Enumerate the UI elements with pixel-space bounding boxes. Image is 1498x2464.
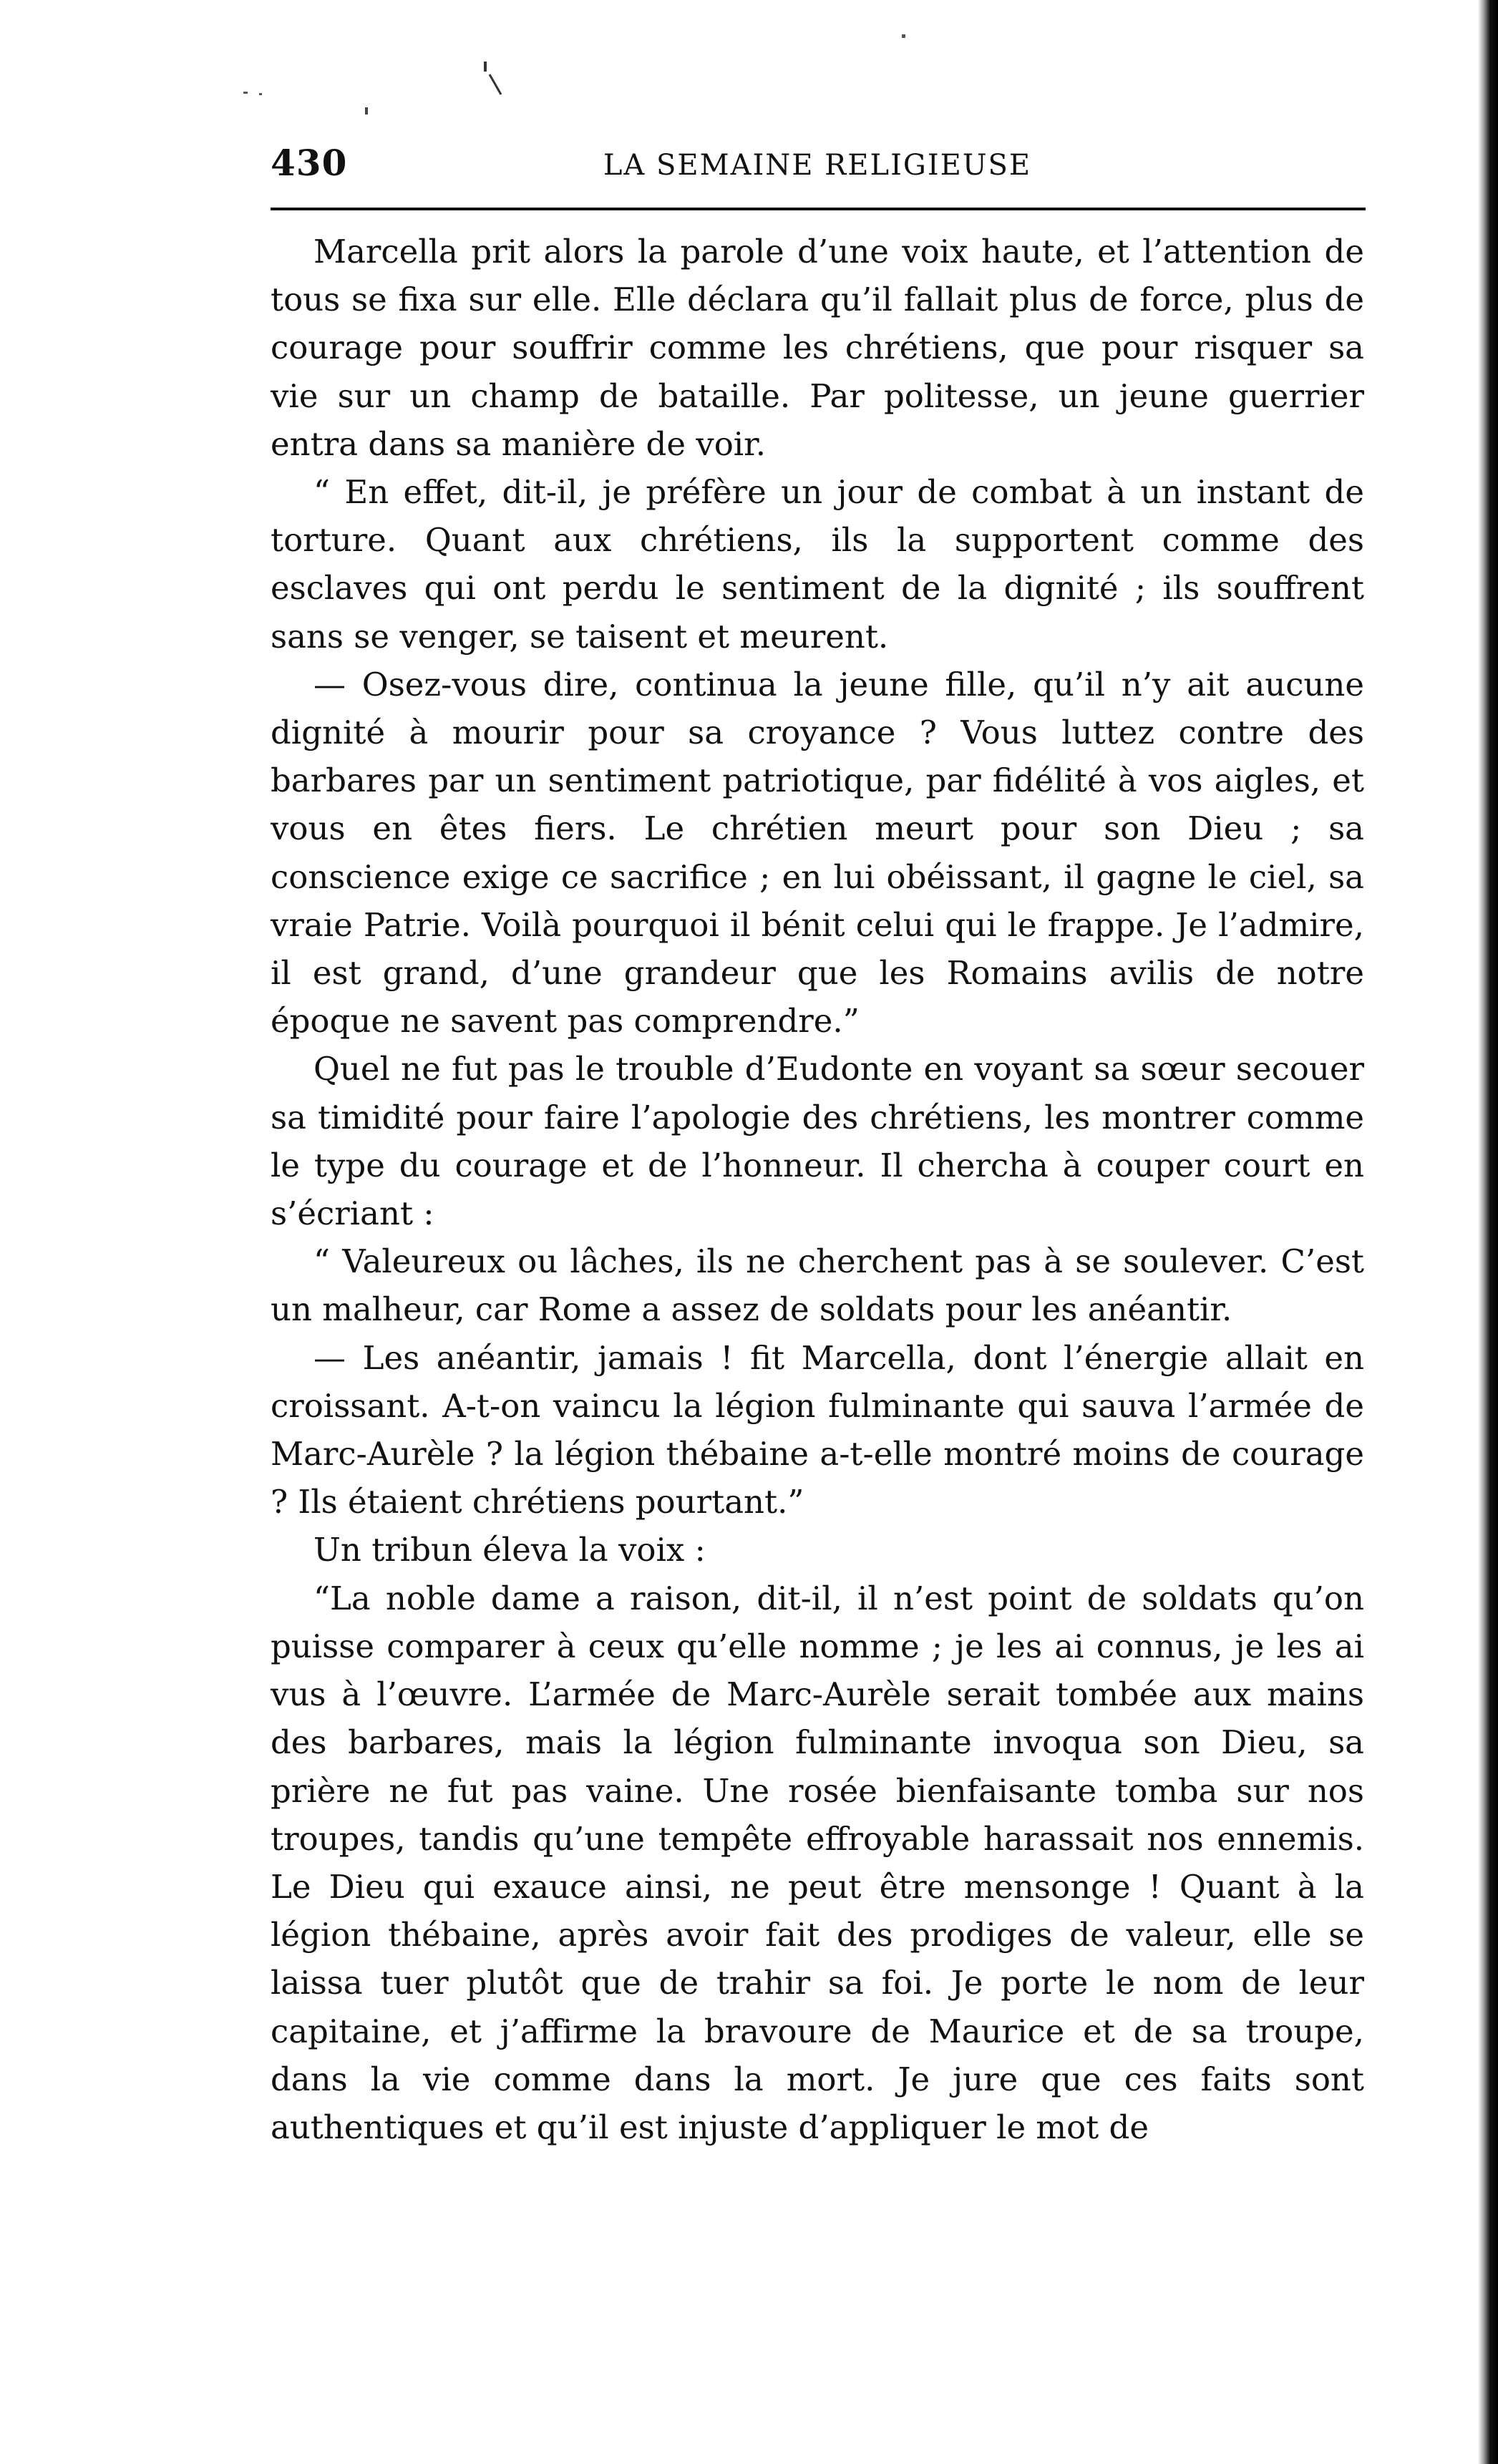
running-head: LA SEMAINE RELIGIEUSE (603, 149, 1032, 182)
speck (490, 74, 501, 94)
page-number: 430 (271, 142, 348, 184)
header-rule (271, 208, 1366, 210)
speck (243, 92, 248, 94)
speck (902, 34, 905, 38)
paragraph: “ En effet, dit-il, je préfère un jour de combat à un instant de torture. Quant aux chrétiens, ils la supportent comme des esclaves qui ont perdu le sentiment de la dignité ; ils souffrent sans se venger, se taisent et meurent. (271, 473, 1364, 656)
paragraph: “La noble dame a raison, dit-il, il n’est point de soldats qu’on puisse comparer à ceux qu’elle nomme ; je les ai connus, je les ai vus à l’œuvre. L’armée de Marc-Aurèle serait tombée aux mains des barbares, mais la légion fulminante invoqua son Dieu, sa prière ne fut pas vaine. Une rosée bienfaisante tomba sur nos troupes, tandis qu’une tempête effroyable harassait nos ennemis. Le Dieu qui exauce ainsi, ne peut être mensonge ! Quant à la légion thébaine, après avoir fait des prodiges de valeur, elle se laissa tuer plutôt que de trahir sa foi. Je porte le nom de leur capitaine, et j’affirme la bravoure de Maurice et de sa troupe, dans la vie comme dans la mort. Je jure que ces faits sont authentiques et qu’il est injuste d’appliquer le mot de (271, 1579, 1364, 2146)
speck (484, 62, 487, 72)
paragraph: — Les anéantir, jamais ! fit Marcella, dont l’énergie allait en croissant. A-t-on vaincu la légion fulminante qui sauva l’armée de Marc-Aurèle ? la légion thébaine a-t-elle montré moins de courage ? Ils étaient chrétiens pourtant.” (271, 1338, 1364, 1521)
speck (259, 93, 262, 95)
paragraph: Marcella prit alors la parole d’une voix haute, et l’attention de tous se fixa sur elle. Elle déclara qu’il fallait plus de force, plus de courage pour souffrir comme les chrétiens, que pour risquer sa vie sur un champ de bataille. Par politesse, un jeune guerrier entra dans sa manière de voir. (271, 233, 1364, 463)
paragraph: “ Valeureux ou lâches, ils ne cherchent pas à se soulever. C’est un malheur, car Rome a assez de soldats pour les anéantir. (271, 1242, 1364, 1329)
body-text (271, 228, 1364, 2151)
speck (365, 107, 368, 115)
paragraph: Quel ne fut pas le trouble d’Eudonte en voyant sa sœur secouer sa timidité pour faire l’apologie des chrétiens, les montrer comme le type du courage et de l’honneur. Il chercha à couper court en s’écriant : (271, 1050, 1364, 1233)
page-edge-shadow (1478, 0, 1498, 2464)
paragraph: Un tribun éleva la voix : (313, 1531, 706, 1569)
page-header (271, 136, 1364, 193)
paragraph: — Osez-vous dire, continua la jeune fille, qu’il n’y ait aucune dignité à mourir pour sa croyance ? Vous luttez contre des barbares par un sentiment patriotique, par fidélité à vos aigles, et vous en êtes fiers. Le chrétien meurt pour son Dieu ; sa conscience exige ce sacrifice ; en lui obéissant, il gagne le ciel, sa vraie Patrie. Voilà pourquoi il bénit celui qui le frappe. Je l’admire, il est grand, d’une grandeur que les Romains avilis de notre époque ne savent pas comprendre.” (271, 665, 1364, 1041)
